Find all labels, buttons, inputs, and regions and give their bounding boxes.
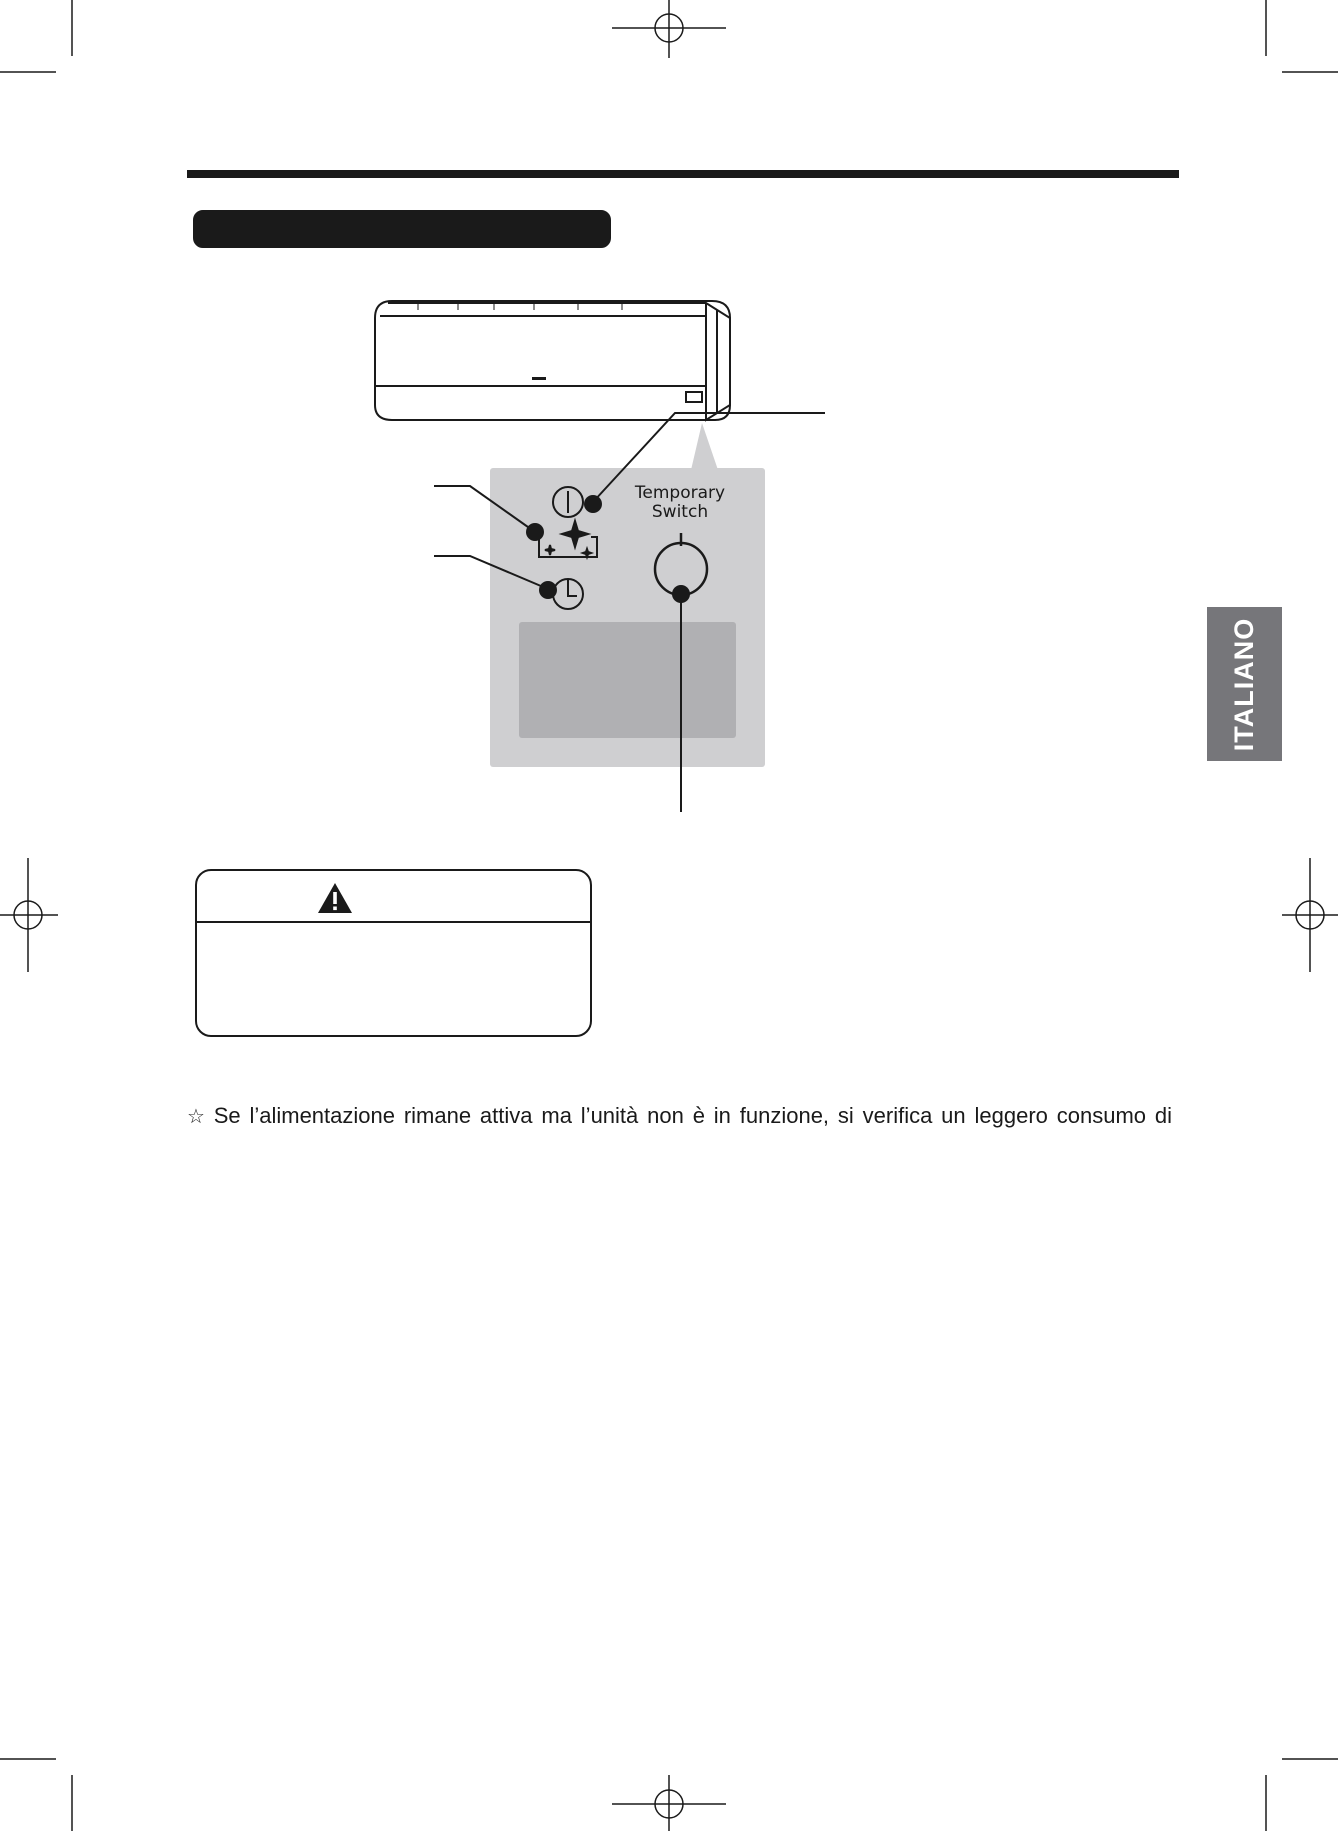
display-window (519, 622, 736, 738)
note-bullet: ☆ (187, 1106, 208, 1128)
caution-box (195, 869, 592, 1037)
caution-divider (197, 921, 590, 923)
warning-triangle-icon (316, 881, 354, 915)
note-text: Se l’alimentazione rimane attiva ma l’unità non è in funzione, si verifica un leggero consumo di (213, 1103, 1173, 1128)
registration-mark-right (1282, 858, 1338, 972)
section-heading-tab (193, 210, 611, 248)
standby-power-note (187, 1102, 1172, 1131)
temporary-switch-label (620, 484, 740, 522)
indoor-unit-illustration (375, 301, 730, 420)
language-tab (1207, 607, 1282, 761)
registration-mark-bottom (612, 1775, 726, 1831)
registration-mark-left (0, 858, 58, 972)
section-rule (187, 170, 1179, 178)
language-tab-label: ITALIANO (1229, 617, 1260, 751)
zoom-pointer (691, 423, 718, 470)
temporary-switch-label-line2: Switch (651, 502, 709, 522)
registration-mark-top (612, 0, 726, 58)
temporary-switch-label-line1: Temporary (634, 483, 726, 503)
